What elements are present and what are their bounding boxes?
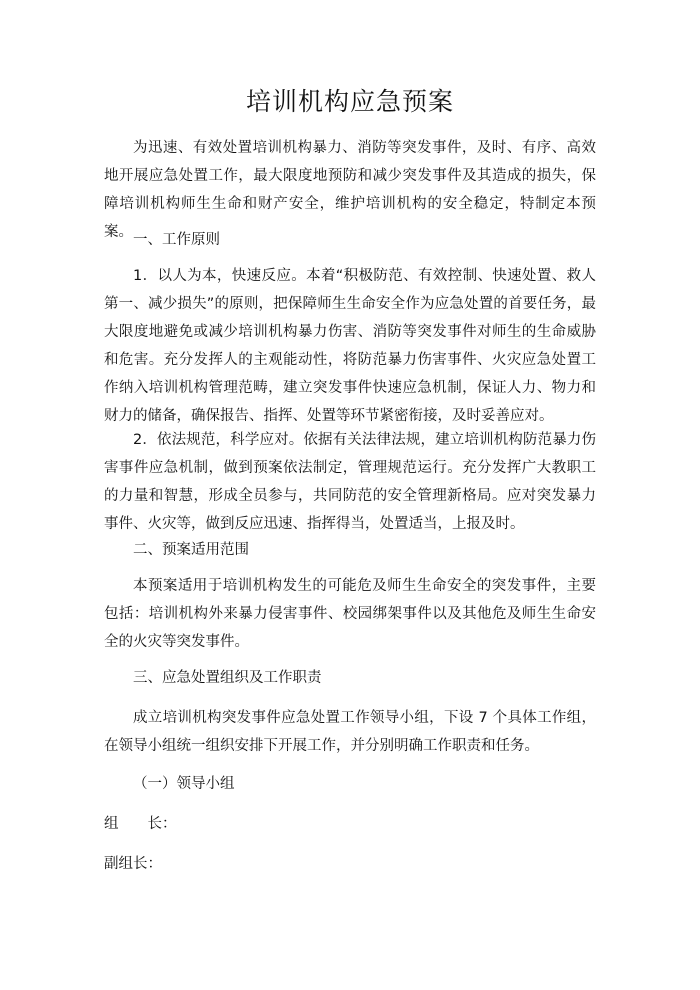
leader-label: 组 长： bbox=[104, 816, 177, 832]
section-heading-organization: 三、应急处置组织及工作职责 bbox=[133, 670, 322, 686]
organization-paragraph: 成立培训机构突发事件应急处置工作领导小组，下设 7 个具体工作组，在领导小组统一组织安排下开展工作，并分别明确工作职责和任务。 bbox=[104, 710, 596, 754]
section-heading-scope: 二、预案适用范围 bbox=[133, 542, 249, 558]
section-heading-principles: 一、工作原则 bbox=[133, 232, 220, 248]
document-title: 培训机构应急预案 bbox=[245, 87, 454, 116]
deputy-leader-label: 副组长： bbox=[104, 856, 162, 872]
subsection-heading-leadership: （一）领导小组 bbox=[133, 776, 235, 792]
intro-paragraph: 为迅速、有效处置培训机构暴力、消防等突发事件，及时、有序、高效地开展应急处置工作，最大限度地预防和减少突发事件及其造成的损失，保障培训机构师生生命和财产安全，维护培训机构的安全稳定，特制定本预案。 bbox=[104, 140, 596, 240]
principle-paragraph-1: 1．以人为本，快速反应。本着“积极防范、有效控制、快速处置、救人第一、减少损失”的原则，把保障师生生命安全作为应急处置的首要任务，最大限度地避免或减少培训机构暴力伤害、消防等突发事件对师生的生命威胁和危害。充分发挥人的主观能动性，将防范暴力伤害事件、火灾应急处置工作纳入培训机构管理范畴，建立突发事件快速应急机制，保证人力、物力和财力的储备，确保报告、指挥、处置等环节紧密衔接，及时妥善应对。 bbox=[104, 268, 596, 424]
principle-paragraph-2: 2．依法规范，科学应对。依据有关法律法规，建立培训机构防范暴力伤害事件应急机制，做到预案依法制定，管理规范运行。充分发挥广大教职工的力量和智慧，形成全员参与，共同防范的安全管理新格局。应对突发暴力事件、火灾等，做到反应迅速、指挥得当，处置适当，上报及时。 bbox=[104, 432, 596, 532]
scope-paragraph: 本预案适用于培训机构发生的可能危及师生生命安全的突发事件，主要包括：培训机构外来暴力侵害事件、校园绑架事件以及其他危及师生生命安全的火灾等突发事件。 bbox=[104, 578, 596, 650]
